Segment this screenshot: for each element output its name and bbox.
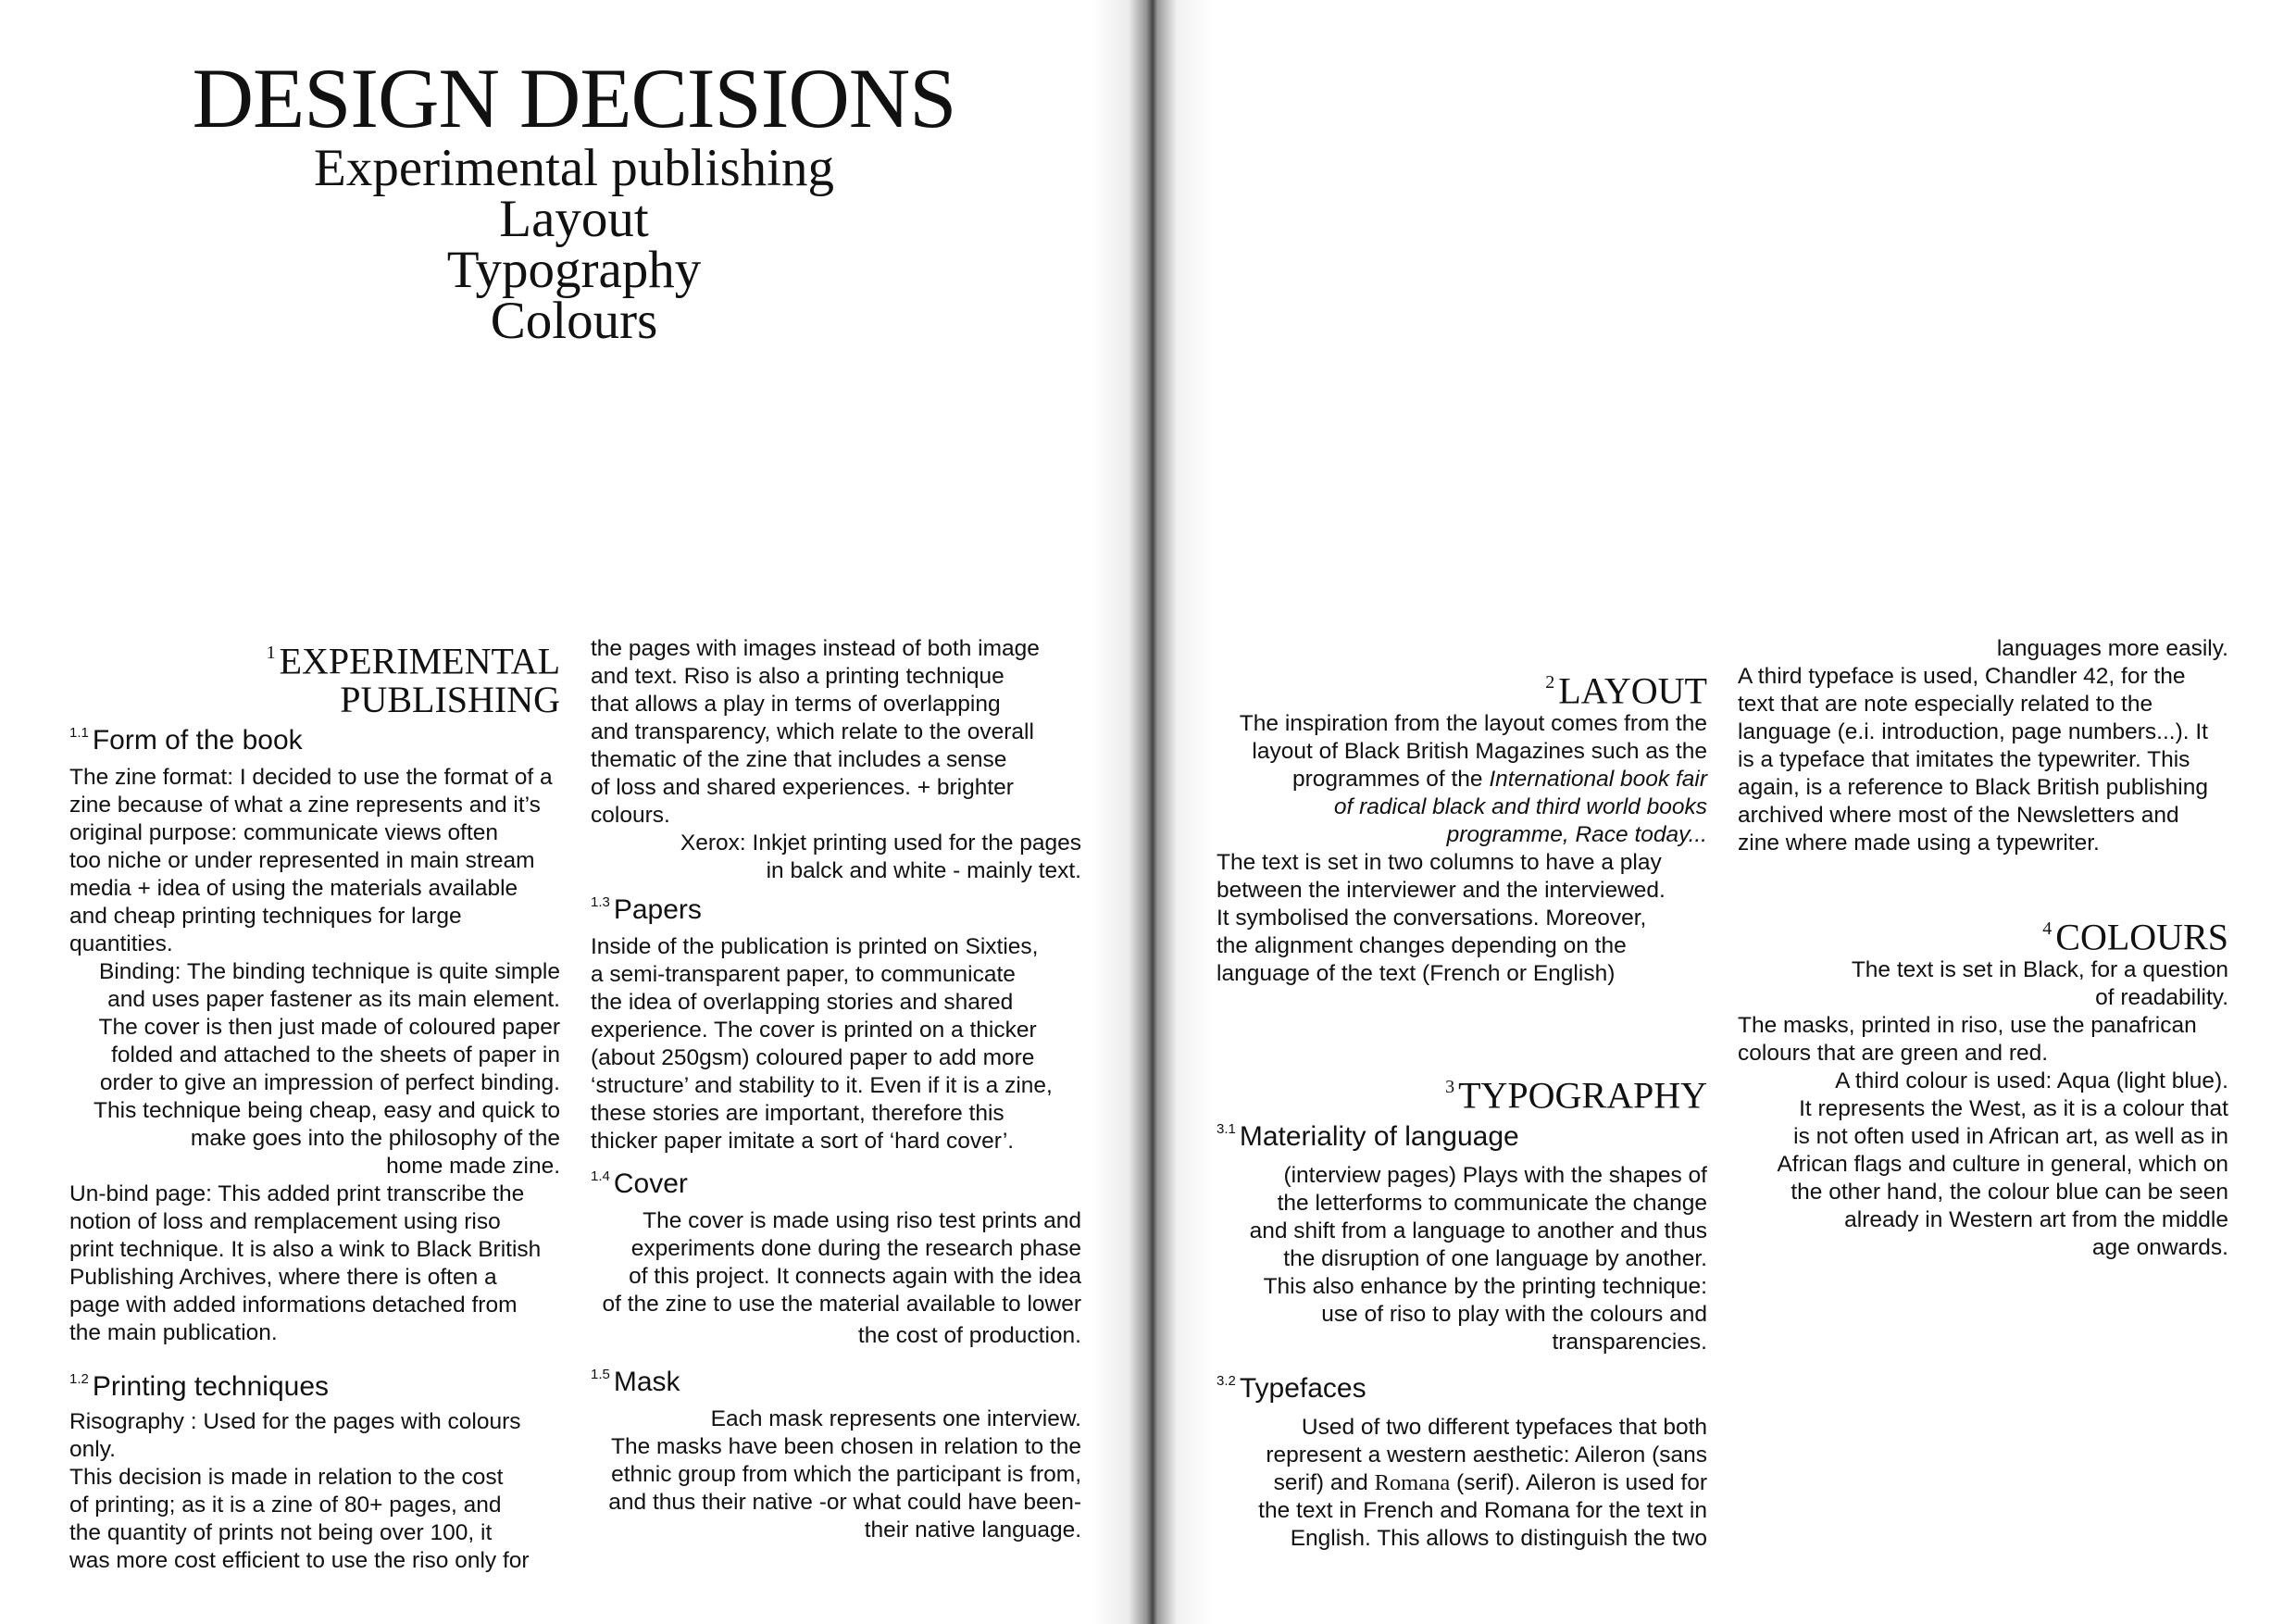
subtitle-colours: Colours bbox=[490, 292, 658, 350]
paragraph-risography: Risography : Used for the pages with colours only. This decision is made in relation to the cost of printing; as it is a zine of 80+ pages, and the quantity of prints not being over 100, it was more cost efficient to use the riso only for bbox=[69, 1409, 530, 1574]
subheading-printing-techniques: $^{1.2}$ Printing techniques bbox=[69, 1371, 330, 1403]
subtitle-experimental: Experimental publishing bbox=[314, 139, 834, 197]
subheading-form-of-book: $^{1.1}$ Form of the book bbox=[69, 725, 303, 756]
main-title: DESIGN DECISIONS bbox=[192, 51, 956, 145]
column-2 bbox=[591, 635, 1081, 1544]
paragraph-unbind-page: Un-bind page: This added print transcribe the notion of loss and remplacement using riso print technique. It is also a wink to Black British Publishing Archives, where there is often a page with added informations detached from the main publication. bbox=[69, 1181, 542, 1346]
section-heading-experimental: $^1$ EXPERIMENTAL PUBLISHING bbox=[266, 640, 560, 721]
book-gutter-shadow bbox=[1092, 0, 1213, 1624]
subheading-typefaces: $^{3.2}$ Typefaces bbox=[1217, 1372, 1366, 1404]
paragraph-mask: Each mask represents one interview. The masks have been chosen in relation to the ethnic group from which the participant is from, and thus their native -or what could have been- their native language. bbox=[608, 1406, 1081, 1543]
paragraph-papers: Inside of the publication is printed on Sixties, a semi-transparent paper, to communicate the idea of overlapping stories and shared experience. The cover is printed on a thicker (about 250gsm) coloured paper to add more ‘structure’ and stability to it. Even if it is a zine, these stories are important, therefore this thicker paper imitate a sort of ‘hard cover’. bbox=[591, 934, 1053, 1154]
paragraph-typefaces-continued: languages more easily. bbox=[1996, 636, 2228, 661]
section-heading-typography: $^3$ TYPOGRAPHY bbox=[1445, 1074, 1707, 1117]
paragraph-cover: The cover is made using riso test prints and experiments done during the research phase of this project. It connects again with the idea of the zine to use the material available to lower the cost of production. bbox=[602, 1208, 1081, 1348]
column-4 bbox=[1738, 635, 2228, 1262]
paragraph-layout-columns: The text is set in two columns to have a play between the interviewer and the interviewed. It symbolised the conversations. Moreover, the alignment changes depending on the language of the text (French or English) bbox=[1217, 850, 1666, 987]
paragraph-colours-black: The text is set in Black, for a question of readability. bbox=[1851, 957, 2228, 1011]
section-heading-layout: $^2$ LAYOUT bbox=[1545, 669, 1707, 712]
subheading-mask: $^{1.5}$ Mask bbox=[591, 1367, 680, 1397]
paragraph-materiality: (interview pages) Plays with the shapes of the letterforms to communicate the change and shift from a language to another and thus the disruption of one language by another. This also enhance by the printing technique: use of riso to play with the colours and transparencies. bbox=[1249, 1162, 1707, 1355]
subtitle-layout: Layout bbox=[499, 190, 649, 248]
column-3 bbox=[1217, 635, 1707, 1553]
paragraph-colours-masks: The masks, printed in riso, use the panafrican colours that are green and red. bbox=[1738, 1013, 2197, 1067]
subtitle-typography: Typography bbox=[446, 241, 702, 299]
paragraph-layout-inspiration: The inspiration from the layout comes from the layout of Black British Magazines such as the programmes of the International book fair of radical black and third world books programme, Race today... bbox=[1239, 711, 1707, 848]
subheading-cover: $^{1.4}$ Cover bbox=[591, 1168, 688, 1199]
paragraph-binding: Binding: The binding technique is quite simple and uses paper fastener as its main element. The cover is then just made of coloured paper folded and attached to the sheets of paper in order to give an impression of perfect binding. This technique being cheap, easy and quick to make goes into the philosophy of the home made zine. bbox=[94, 959, 560, 1180]
column-1 bbox=[69, 635, 560, 1575]
section-heading-colours: $^4$ COLOURS bbox=[2042, 916, 2228, 958]
paragraph-risography-continued: the pages with images instead of both image and text. Riso is also a printing technique that allows a play in terms of overlapping and transparency, which relate to the overall thematic of the zine that includes a sense of loss and shared experiences. + brighter colours. bbox=[591, 636, 1040, 828]
title-block bbox=[148, 51, 1000, 350]
paragraph-colours-aqua: A third colour is used: Aqua (light blue). It represents the West, as it is a colour that is not often used in African art, as well as in African flags and culture in general, which on the other hand, the colour blue can be seen already in Western art from the middle age onwards. bbox=[1777, 1068, 2228, 1261]
paragraph-typefaces: Used of two different typefaces that both represent a western aesthetic: Aileron (sans serif) and Romana (serif). Aileron is used for the text in French and Romana for the text in English. This allows to distinguish the two bbox=[1258, 1414, 1707, 1551]
paragraph-third-typeface: A third typeface is used, Chandler 42, for the text that are note especially related to the language (e.i. introduction, page numbers...). It is a typeface that imitates the typewriter. This again, is a reference to Black British publishing archived where most of the Newsletters and zine where made using a typewriter. bbox=[1738, 664, 2208, 856]
paragraph-xerox: Xerox: Inkjet printing used for the pages in balck and white - mainly text. bbox=[680, 831, 1081, 883]
paragraph-zine-format: The zine format: I decided to use the format of a zine because of what a zine represents and it’s original purpose: communicate views often too niche or under represented in main stream media + idea of using the materials available and cheap printing techniques for large quantities. bbox=[69, 765, 553, 957]
subheading-materiality: $^{3.1}$ Materiality of language bbox=[1217, 1120, 1519, 1152]
subheading-papers: $^{1.3}$ Papers bbox=[591, 894, 702, 925]
